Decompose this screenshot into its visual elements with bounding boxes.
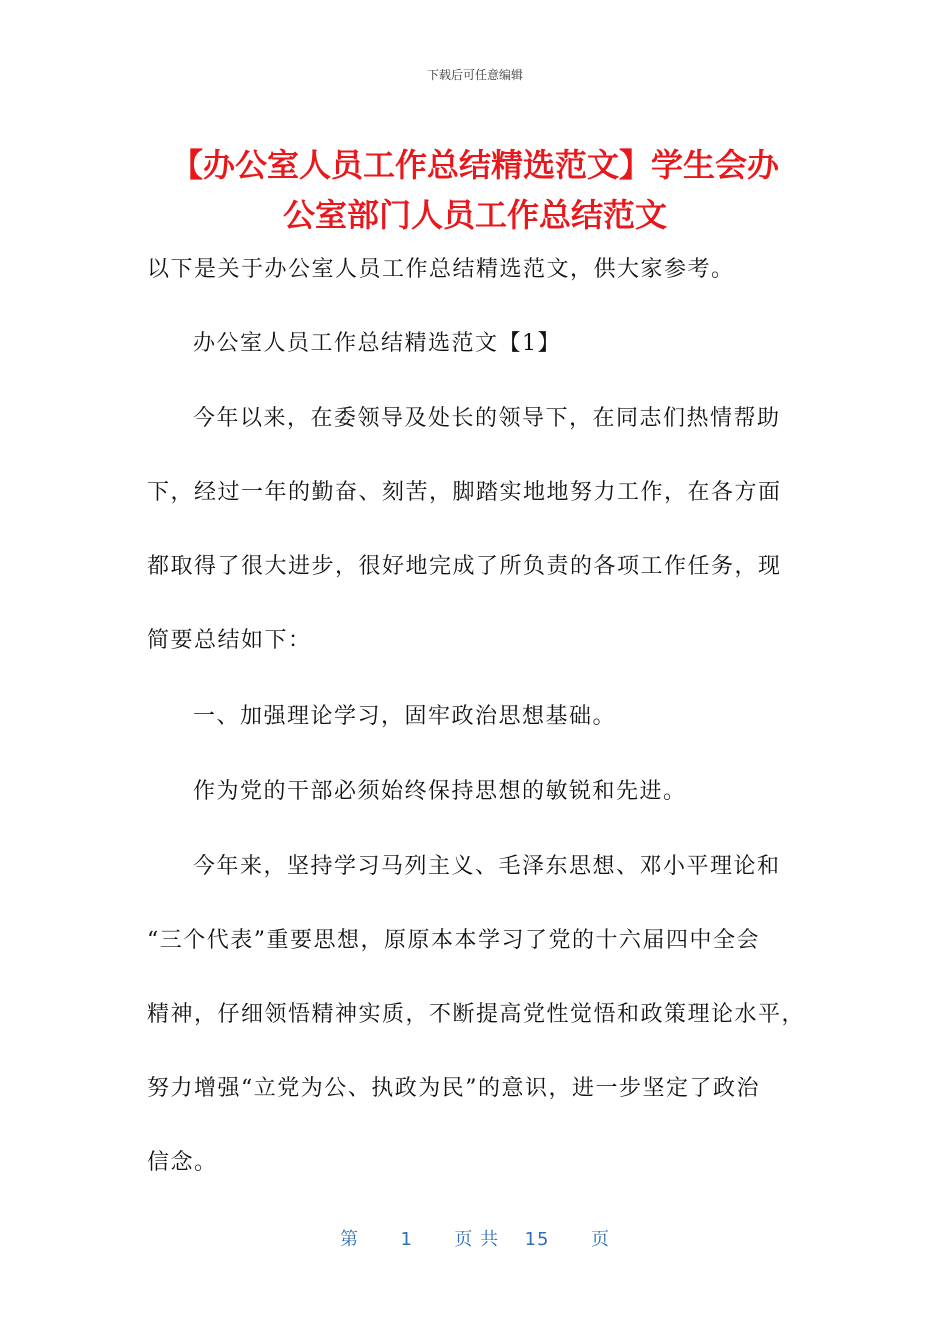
header-note: 下载后可任意编辑 — [426, 68, 523, 82]
paragraph-2-text: 作为党的干部必须始终保持思想的敏锐和先进。 — [193, 779, 687, 804]
paragraph-1 — [147, 382, 807, 678]
paragraph-2 — [147, 755, 807, 829]
paragraph-1-line-3: 都取得了很大进步，很好地完成了所负责的各项工作任务，现 — [147, 554, 782, 579]
paragraph-3-line-2: “三个代表”重要思想，原原本本学习了党的十六届四中全会 — [147, 928, 760, 953]
section-heading — [147, 307, 807, 381]
footer-page-number: 1 — [400, 1229, 413, 1250]
intro-paragraph — [147, 233, 807, 307]
title-line-2: 公室部门人员工作总结范文 — [282, 196, 667, 234]
footer-total-pages: 15 — [524, 1229, 550, 1250]
footer-suffix: 页 — [590, 1229, 610, 1250]
footer-middle: 页 共 — [454, 1229, 500, 1250]
paragraph-1-line-1: 今年以来，在委领导及处长的领导下，在同志们热情帮助 — [193, 406, 781, 431]
paragraph-1-line-4: 简要总结如下： — [147, 628, 312, 653]
paragraph-1-line-2: 下，经过一年的勤奋、刻苦，脚踏实地地努力工作，在各方面 — [147, 480, 782, 505]
document-title — [140, 140, 810, 240]
paragraph-3-line-3: 精神，仔细领悟精神实质，不断提高党性觉悟和政策理论水平， — [147, 1002, 806, 1027]
page-footer — [0, 1225, 950, 1251]
paragraph-3 — [147, 830, 807, 1200]
point-1 — [147, 680, 807, 754]
section-heading-text: 办公室人员工作总结精选范文【1】 — [193, 331, 561, 356]
intro-line: 以下是关于办公室人员工作总结精选范文，供大家参考。 — [147, 257, 735, 282]
title-line-1: 【办公室人员工作总结精选范文】学生会办 — [170, 146, 779, 184]
point-1-text: 一、加强理论学习，固牢政治思想基础。 — [193, 704, 617, 729]
paragraph-3-line-4: 努力增强“立党为公、执政为民”的意识，进一步坚定了政治 — [147, 1076, 760, 1101]
paragraph-3-line-5: 信念。 — [147, 1150, 218, 1175]
paragraph-3-line-1: 今年来，坚持学习马列主义、毛泽东思想、邓小平理论和 — [193, 854, 781, 879]
footer-prefix: 第 — [340, 1229, 360, 1250]
